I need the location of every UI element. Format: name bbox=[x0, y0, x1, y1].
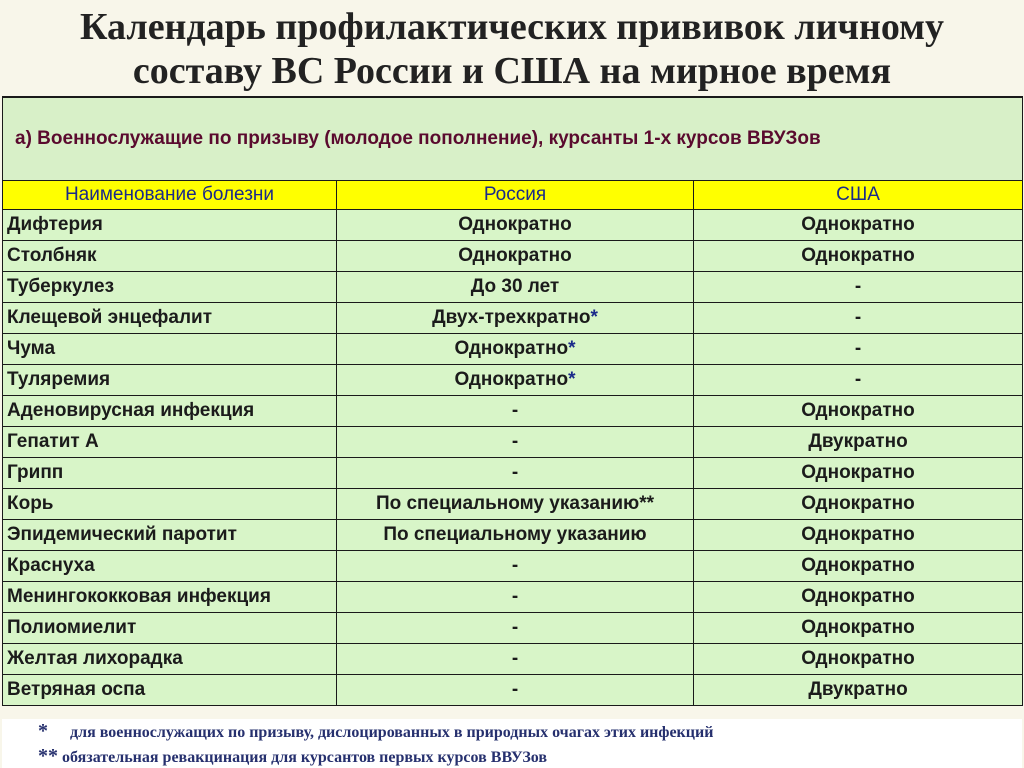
disease-name: Туляремия bbox=[3, 365, 337, 396]
russia-schedule-text: - bbox=[511, 462, 519, 483]
column-header-russia: Россия bbox=[337, 181, 694, 210]
table-row bbox=[3, 272, 1023, 303]
russia-schedule-text: - bbox=[511, 648, 519, 669]
russia-schedule bbox=[337, 644, 694, 675]
table-row bbox=[3, 303, 1023, 334]
disease-name: Ветряная оспа bbox=[3, 675, 337, 706]
disease-name: Столбняк bbox=[3, 241, 337, 272]
disease-name: Корь bbox=[3, 489, 337, 520]
disease-name: Чума bbox=[3, 334, 337, 365]
table-row bbox=[3, 644, 1023, 675]
footnote-1 bbox=[38, 719, 713, 745]
disease-name: Грипп bbox=[3, 458, 337, 489]
vaccination-table bbox=[2, 96, 1023, 706]
table-row bbox=[3, 334, 1023, 365]
russia-schedule-text: До 30 лет bbox=[470, 276, 560, 297]
usa-schedule: Однократно bbox=[694, 613, 1023, 644]
table-row bbox=[3, 551, 1023, 582]
usa-schedule: Однократно bbox=[694, 489, 1023, 520]
usa-schedule: Двукратно bbox=[694, 675, 1023, 706]
footnote-2-text: обязательная ревакцинация для курсантов первых курсов ВВУЗов bbox=[62, 749, 548, 766]
header-row bbox=[3, 181, 1023, 210]
disease-name: Желтая лихорадка bbox=[3, 644, 337, 675]
russia-schedule-text: Однократно bbox=[454, 338, 569, 359]
usa-schedule: Однократно bbox=[694, 241, 1023, 272]
russia-schedule-text: - bbox=[511, 400, 519, 421]
table-row bbox=[3, 458, 1023, 489]
column-header-usa: США bbox=[694, 181, 1023, 210]
russia-schedule bbox=[337, 427, 694, 458]
russia-schedule-text: По специальному указанию bbox=[383, 524, 647, 545]
russia-schedule bbox=[337, 675, 694, 706]
usa-schedule: Однократно bbox=[694, 210, 1023, 241]
table-row bbox=[3, 241, 1023, 272]
usa-schedule: - bbox=[694, 272, 1023, 303]
footnote-2-mark: ** bbox=[38, 745, 58, 767]
table-row bbox=[3, 520, 1023, 551]
russia-schedule-text: Двух-трехкратно bbox=[432, 307, 591, 328]
slide-title bbox=[0, 4, 1024, 96]
russia-schedule bbox=[337, 303, 694, 334]
disease-name: Дифтерия bbox=[3, 210, 337, 241]
russia-schedule bbox=[337, 241, 694, 272]
russia-schedule bbox=[337, 613, 694, 644]
footnotes bbox=[2, 719, 1022, 768]
disease-name: Эпидемический паротит bbox=[3, 520, 337, 551]
russia-schedule-text: - bbox=[511, 617, 519, 638]
usa-schedule: - bbox=[694, 303, 1023, 334]
table-row bbox=[3, 365, 1023, 396]
table-row bbox=[3, 613, 1023, 644]
usa-schedule: Однократно bbox=[694, 520, 1023, 551]
table-row bbox=[3, 396, 1023, 427]
footnote-marker: * bbox=[568, 338, 576, 359]
usa-schedule: Однократно bbox=[694, 644, 1023, 675]
russia-schedule-text: Однократно bbox=[454, 369, 569, 390]
russia-schedule bbox=[337, 551, 694, 582]
russia-schedule-text: Однократно bbox=[458, 245, 572, 266]
russia-schedule bbox=[337, 582, 694, 613]
disease-name: Аденовирусная инфекция bbox=[3, 396, 337, 427]
footnote-1-mark: * bbox=[38, 720, 48, 742]
table-row bbox=[3, 675, 1023, 706]
title-line-2: составу ВС России и США на мирное время bbox=[132, 50, 892, 92]
disease-name: Гепатит А bbox=[3, 427, 337, 458]
section-row bbox=[3, 97, 1023, 181]
title-line-1: Календарь профилактических прививок личному bbox=[79, 6, 945, 48]
russia-schedule-text: По специальному указанию** bbox=[375, 493, 655, 514]
russia-schedule-text: - bbox=[511, 431, 519, 452]
disease-name: Туберкулез bbox=[3, 272, 337, 303]
disease-name: Менингококковая инфекция bbox=[3, 582, 337, 613]
footnote-1-text: для военнослужащих по призыву, дислоцированных в природных очагах этих инфекций bbox=[70, 724, 714, 741]
russia-schedule-text: - bbox=[511, 555, 519, 576]
usa-schedule: - bbox=[694, 334, 1023, 365]
table-row bbox=[3, 210, 1023, 241]
usa-schedule: Однократно bbox=[694, 551, 1023, 582]
table-row bbox=[3, 427, 1023, 458]
russia-schedule-text: - bbox=[511, 586, 519, 607]
disease-name: Полиомиелит bbox=[3, 613, 337, 644]
russia-schedule bbox=[337, 458, 694, 489]
russia-schedule bbox=[337, 520, 694, 551]
russia-schedule-text: Однократно bbox=[458, 214, 572, 235]
russia-schedule bbox=[337, 365, 694, 396]
disease-name: Краснуха bbox=[3, 551, 337, 582]
column-header-disease: Наименование болезни bbox=[3, 181, 337, 210]
russia-schedule bbox=[337, 396, 694, 427]
usa-schedule: Однократно bbox=[694, 458, 1023, 489]
footnote-2 bbox=[38, 744, 547, 768]
section-label: а) Военнослужащие по призыву (молодое пополнение), курсанты 1-х курсов ВВУЗов bbox=[3, 97, 1023, 181]
table-row bbox=[3, 582, 1023, 613]
usa-schedule: Двукратно bbox=[694, 427, 1023, 458]
russia-schedule bbox=[337, 272, 694, 303]
footnote-marker: * bbox=[590, 307, 598, 328]
russia-schedule bbox=[337, 334, 694, 365]
footnote-marker: * bbox=[568, 369, 576, 390]
russia-schedule-text: - bbox=[511, 679, 519, 700]
disease-name: Клещевой энцефалит bbox=[3, 303, 337, 334]
usa-schedule: - bbox=[694, 365, 1023, 396]
russia-schedule bbox=[337, 210, 694, 241]
russia-schedule bbox=[337, 489, 694, 520]
usa-schedule: Однократно bbox=[694, 396, 1023, 427]
usa-schedule: Однократно bbox=[694, 582, 1023, 613]
table-row bbox=[3, 489, 1023, 520]
